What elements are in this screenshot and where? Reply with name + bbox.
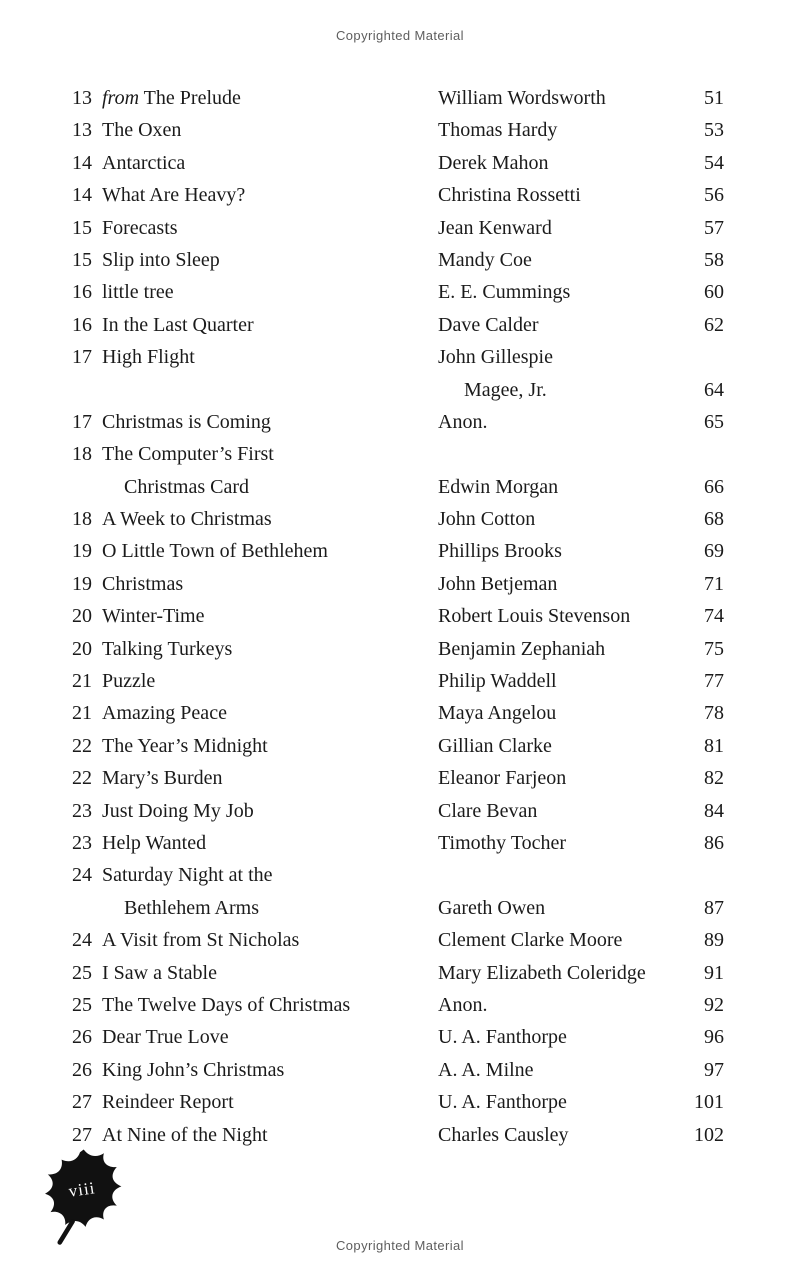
table-row <box>72 859 724 891</box>
entry-number: 15 <box>72 248 92 271</box>
entry-page: 86 <box>704 831 724 854</box>
table-row <box>72 276 724 308</box>
entry-title: The Year’s Midnight <box>102 734 268 757</box>
table-row <box>72 697 724 729</box>
entry-page: 54 <box>704 151 724 174</box>
entry-page: 57 <box>704 216 724 239</box>
entry-number: 22 <box>72 734 92 757</box>
entry-title: Winter-Time <box>102 605 205 628</box>
entry-number <box>72 892 102 924</box>
entry-title: O Little Town of Bethlehem <box>102 540 328 563</box>
entry-number: 23 <box>72 831 92 854</box>
entry-number <box>72 471 102 503</box>
entry-author: Clare Bevan <box>438 799 538 822</box>
table-row <box>72 374 724 406</box>
entry-author <box>438 859 668 891</box>
entry-number: 15 <box>72 216 92 239</box>
entry-author: Eleanor Farjeon <box>438 767 567 790</box>
entry-number: 20 <box>72 637 92 660</box>
entry-author <box>438 438 668 470</box>
copyright-notice-top: Copyrighted Material <box>336 28 464 43</box>
entry-page: 96 <box>704 1026 724 1049</box>
entry-title: What Are Heavy? <box>102 184 246 207</box>
table-row <box>72 309 724 341</box>
table-row <box>72 406 724 438</box>
entry-title: I Saw a Stable <box>102 961 217 984</box>
entry-page: 78 <box>704 702 724 725</box>
entry-title: Saturday Night at the <box>102 864 273 887</box>
entry-page <box>668 859 724 891</box>
table-row <box>72 827 724 859</box>
entry-author: Mandy Coe <box>438 248 532 271</box>
entry-title <box>102 374 438 406</box>
table-row <box>72 341 724 373</box>
entry-author: Charles Causley <box>438 1123 569 1146</box>
table-row <box>72 503 724 535</box>
entry-title: King John’s Christmas <box>102 1058 285 1081</box>
entry-author: Mary Elizabeth Coleridge <box>438 961 646 984</box>
entry-page: 65 <box>704 410 724 433</box>
entry-author: Anon. <box>438 410 488 433</box>
entry-author: Timothy Tocher <box>438 831 567 854</box>
entry-page: 81 <box>704 734 724 757</box>
table-row <box>72 114 724 146</box>
entry-number: 22 <box>72 767 92 790</box>
entry-author: Edwin Morgan <box>438 475 559 498</box>
table-row <box>72 600 724 632</box>
entry-title: The Computer’s First <box>102 443 274 466</box>
entry-number: 17 <box>72 410 92 433</box>
entry-author: Anon. <box>438 993 488 1016</box>
entry-number: 20 <box>72 605 92 628</box>
entry-author: William Wordsworth <box>438 87 606 109</box>
entry-number <box>72 374 102 406</box>
entry-page: 51 <box>704 87 724 109</box>
entry-page: 62 <box>704 313 724 336</box>
entry-page: 97 <box>704 1058 724 1081</box>
entry-number: 19 <box>72 572 92 595</box>
entry-title: Christmas is Coming <box>102 410 271 433</box>
entry-number: 21 <box>72 670 92 693</box>
entry-page: 89 <box>704 929 724 952</box>
entry-author: John Betjeman <box>438 572 558 595</box>
entry-number: 26 <box>72 1058 92 1081</box>
entry-number: 23 <box>72 799 92 822</box>
table-row <box>72 1086 724 1118</box>
table-row <box>72 82 724 114</box>
entry-page <box>668 341 724 373</box>
entry-title: The Oxen <box>102 119 182 142</box>
entry-title: Christmas <box>102 572 184 595</box>
entry-author: Benjamin Zephaniah <box>438 637 606 660</box>
entry-title: Dear True Love <box>102 1026 229 1049</box>
entry-page: 77 <box>704 670 724 693</box>
entry-author: John Cotton <box>438 508 536 531</box>
entry-author: Dave Calder <box>438 313 539 336</box>
entry-number: 19 <box>72 540 92 563</box>
entry-page <box>668 438 724 470</box>
table-row <box>72 244 724 276</box>
leaf-decoration <box>34 1146 126 1246</box>
entry-author: Magee, Jr. <box>464 378 547 401</box>
entry-page: 82 <box>704 767 724 790</box>
entry-page: 75 <box>704 637 724 660</box>
entry-page: 84 <box>704 799 724 822</box>
table-row <box>72 212 724 244</box>
entry-title: little tree <box>102 281 174 304</box>
entry-page: 58 <box>704 248 724 271</box>
entry-author: E. E. Cummings <box>438 281 571 304</box>
entry-number: 13 <box>72 119 92 142</box>
entry-title: Help Wanted <box>102 831 207 854</box>
entry-title: High Flight <box>102 346 195 369</box>
table-row <box>72 924 724 956</box>
entry-number: 24 <box>72 929 92 952</box>
entry-page: 74 <box>704 605 724 628</box>
entry-page: 69 <box>704 540 724 563</box>
table-row <box>72 989 724 1021</box>
entry-author: Gillian Clarke <box>438 734 552 757</box>
table-row <box>72 471 724 503</box>
entry-page: 92 <box>704 993 724 1016</box>
entry-title: Puzzle <box>102 670 156 693</box>
entry-author: Robert Louis Stevenson <box>438 605 631 628</box>
entry-title: Forecasts <box>102 216 178 239</box>
entry-page: 64 <box>704 378 724 401</box>
entry-number: 18 <box>72 508 92 531</box>
entry-author: John Gillespie <box>438 346 553 369</box>
entry-author: Maya Angelou <box>438 702 557 725</box>
table-row <box>72 762 724 794</box>
entry-title: Reindeer Report <box>102 1091 234 1114</box>
copyright-notice-bottom: Copyrighted Material <box>336 1238 464 1253</box>
entry-author: Phillips Brooks <box>438 540 562 563</box>
entry-author: Christina Rossetti <box>438 184 581 207</box>
entry-title: Bethlehem Arms <box>124 896 259 919</box>
table-row <box>72 1119 724 1151</box>
table-row <box>72 795 724 827</box>
entry-title: Christmas Card <box>124 475 249 498</box>
entry-author: A. A. Milne <box>438 1058 534 1081</box>
entry-number: 25 <box>72 961 92 984</box>
entry-page: 56 <box>704 184 724 207</box>
entry-author: U. A. Fanthorpe <box>438 1091 567 1114</box>
entry-number: 13 <box>72 87 92 109</box>
table-row <box>72 438 724 470</box>
entry-page: 101 <box>694 1091 724 1114</box>
entry-title: Talking Turkeys <box>102 637 233 660</box>
entry-page: 87 <box>704 896 724 919</box>
entry-title: Antarctica <box>102 151 186 174</box>
entry-number: 14 <box>72 184 92 207</box>
entry-author: Derek Mahon <box>438 151 549 174</box>
table-row <box>72 957 724 989</box>
entry-author: Jean Kenward <box>438 216 552 239</box>
entry-title: The Twelve Days of Christmas <box>102 993 351 1016</box>
toc-table <box>72 82 724 1151</box>
entry-number: 27 <box>72 1091 92 1114</box>
table-row <box>72 730 724 762</box>
entry-number: 26 <box>72 1026 92 1049</box>
entry-title: from The Prelude <box>102 87 241 109</box>
table-row <box>72 535 724 567</box>
table-row <box>72 147 724 179</box>
entry-author: Gareth Owen <box>438 896 546 919</box>
entry-number: 27 <box>72 1123 92 1146</box>
table-row <box>72 1021 724 1053</box>
entry-number: 18 <box>72 443 92 466</box>
entry-page: 71 <box>704 572 724 595</box>
table-row <box>72 179 724 211</box>
entry-page: 91 <box>704 961 724 984</box>
entry-author: U. A. Fanthorpe <box>438 1026 567 1049</box>
entry-page: 53 <box>704 119 724 142</box>
entry-number: 14 <box>72 151 92 174</box>
entry-title: Slip into Sleep <box>102 248 220 271</box>
entry-title: Mary’s Burden <box>102 767 223 790</box>
entry-title: Amazing Peace <box>102 702 227 725</box>
entry-page: 60 <box>704 281 724 304</box>
entry-number: 24 <box>72 864 92 887</box>
entry-author: Clement Clarke Moore <box>438 929 623 952</box>
page-number: viii <box>67 1178 97 1201</box>
entry-title: A Visit from St Nicholas <box>102 929 300 952</box>
entry-title: In the Last Quarter <box>102 313 254 336</box>
entry-author: Thomas Hardy <box>438 119 558 142</box>
entry-number: 16 <box>72 281 92 304</box>
table-row <box>72 633 724 665</box>
entry-title: Just Doing My Job <box>102 799 254 822</box>
entry-number: 17 <box>72 346 92 369</box>
entry-page: 66 <box>704 475 724 498</box>
table-row <box>72 1054 724 1086</box>
table-row <box>72 665 724 697</box>
table-row <box>72 568 724 600</box>
entry-number: 16 <box>72 313 92 336</box>
entry-page: 102 <box>694 1123 724 1146</box>
table-row <box>72 892 724 924</box>
entry-number: 25 <box>72 993 92 1016</box>
entry-author: Philip Waddell <box>438 670 557 693</box>
entry-number: 21 <box>72 702 92 725</box>
entry-title: A Week to Christmas <box>102 508 272 531</box>
entry-page: 68 <box>704 508 724 531</box>
entry-title: At Nine of the Night <box>102 1123 268 1146</box>
